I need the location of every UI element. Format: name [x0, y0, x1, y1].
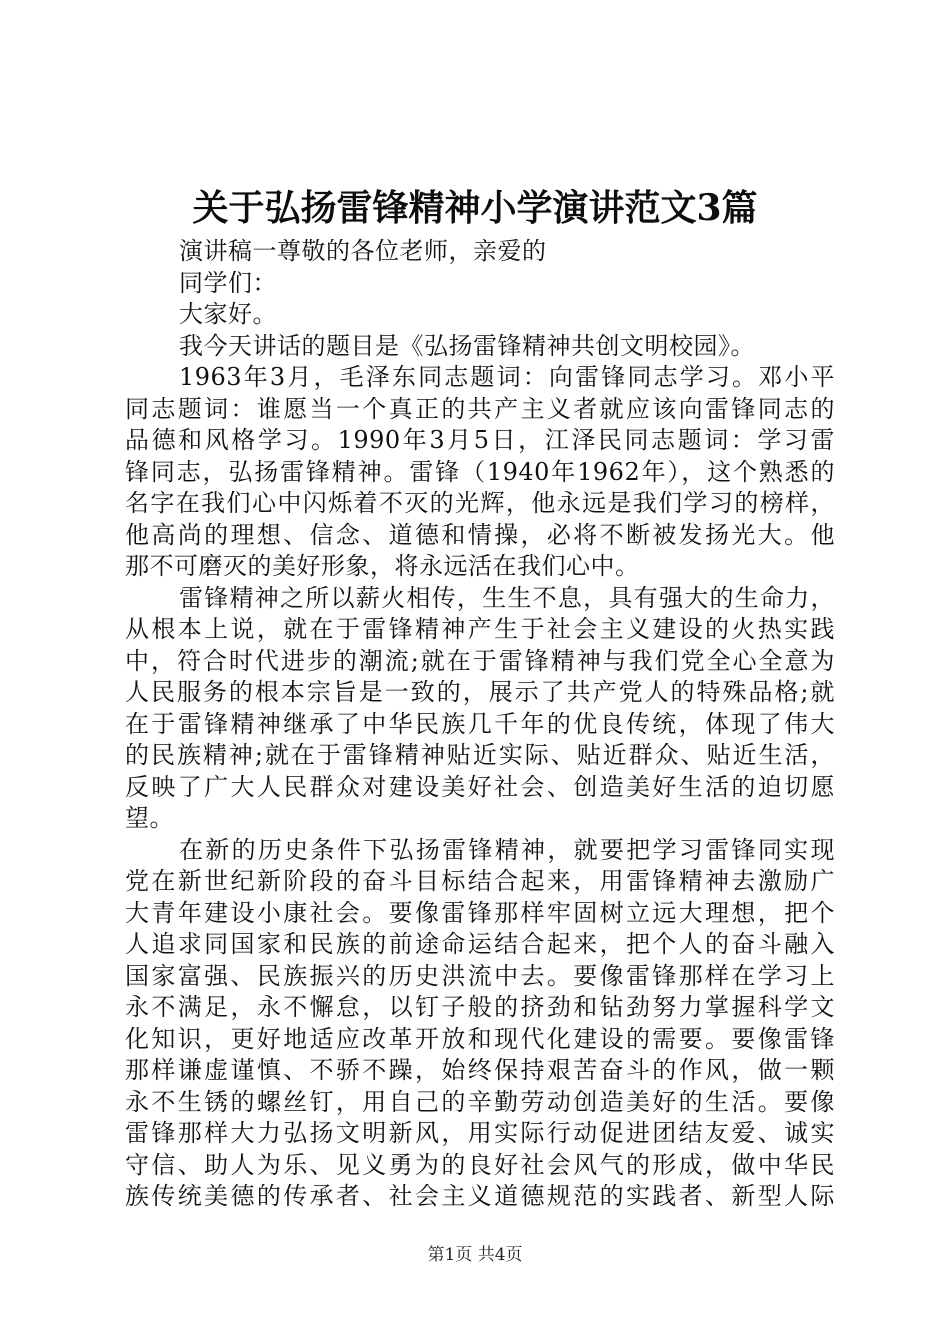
body-line: 国家富强、民族振兴的历史洪流中去。要像雷锋那样在学习上: [125, 961, 835, 990]
body-line: 锋同志，弘扬雷锋精神。雷锋（1940年1962年），这个熟悉的: [125, 457, 835, 486]
page-footer: 第1页 共4页: [427, 1245, 523, 1265]
body-line: 望。: [125, 804, 174, 832]
body-line: 人追求同国家和民族的前途命运结合起来，把个人的奋斗融入: [125, 930, 835, 958]
body-line: 永不满足，永不懈怠，以钉子般的挤劲和钻劲努力掌握科学文: [125, 993, 835, 1021]
body-line: 那不可磨灭的美好形象，将永远活在我们心中。: [125, 552, 640, 580]
body-line: 守信、助人为乐、见义勇为的良好社会风气的形成，做中华民: [125, 1150, 835, 1179]
body-line: 同学们：: [179, 268, 277, 297]
body-line: 的民族精神;就在于雷锋精神贴近实际、贴近群众、贴近生活，: [125, 741, 835, 769]
body-line: 从根本上说，就在于雷锋精神产生于社会主义建设的火热实践: [125, 615, 835, 643]
body-line: 1963年3月，毛泽东同志题词：向雷锋同志学习。邓小平: [179, 363, 835, 391]
body-line: 中，符合时代进步的潮流;就在于雷锋精神与我们党全心全意为: [125, 646, 835, 675]
body-line: 雷锋那样大力弘扬文明新风，用实际行动促进团结友爱、诚实: [125, 1119, 835, 1147]
body-line: 党在新世纪新阶段的奋斗目标结合起来，用雷锋精神去激励广: [125, 867, 835, 895]
body-line: 在于雷锋精神继承了中华民族几千年的优良传统，体现了伟大: [125, 709, 835, 738]
body-line: 演讲稿一尊敬的各位老师，亲爱的: [179, 237, 547, 265]
document-body: [125, 236, 835, 1213]
body-line: 人民服务的根本宗旨是一致的，展示了共产党人的特殊品格;就: [125, 678, 835, 706]
body-line: 在新的历史条件下弘扬雷锋精神，就要把学习雷锋同实现: [179, 835, 835, 864]
body-line: 族传统美德的传承者、社会主义道德规范的实践者、新型人际: [125, 1182, 835, 1210]
document-title: 关于弘扬雷锋精神小学演讲范文3篇: [192, 187, 758, 229]
body-line: 大家好。: [179, 300, 277, 328]
body-line: 他高尚的理想、信念、道德和情操，必将不断被发扬光大。他: [125, 520, 835, 549]
body-line: 品德和风格学习。1990年3月5日，江泽民同志题词：学习雷: [125, 426, 835, 454]
body-line: 同志题词：谁愿当一个真正的共产主义者就应该向雷锋同志的: [125, 394, 835, 423]
body-line: 名字在我们心中闪烁着不灭的光辉，他永远是我们学习的榜样，: [125, 489, 835, 517]
body-line: 化知识，更好地适应改革开放和现代化建设的需要。要像雷锋: [125, 1024, 835, 1053]
body-line: 雷锋精神之所以薪火相传，生生不息，具有强大的生命力，: [179, 583, 835, 612]
body-line: 大青年建设小康社会。要像雷锋那样牢固树立远大理想，把个: [125, 898, 835, 927]
body-line: 我今天讲话的题目是《弘扬雷锋精神共创文明校园》。: [179, 331, 755, 360]
body-line: 永不生锈的螺丝钉，用自己的辛勤劳动创造美好的生活。要像: [125, 1087, 835, 1116]
body-line: 反映了广大人民群众对建设美好社会、创造美好生活的迫切愿: [125, 772, 835, 801]
body-line: 那样谦虚谨慎、不骄不躁，始终保持艰苦奋斗的作风，做一颗: [125, 1056, 835, 1084]
